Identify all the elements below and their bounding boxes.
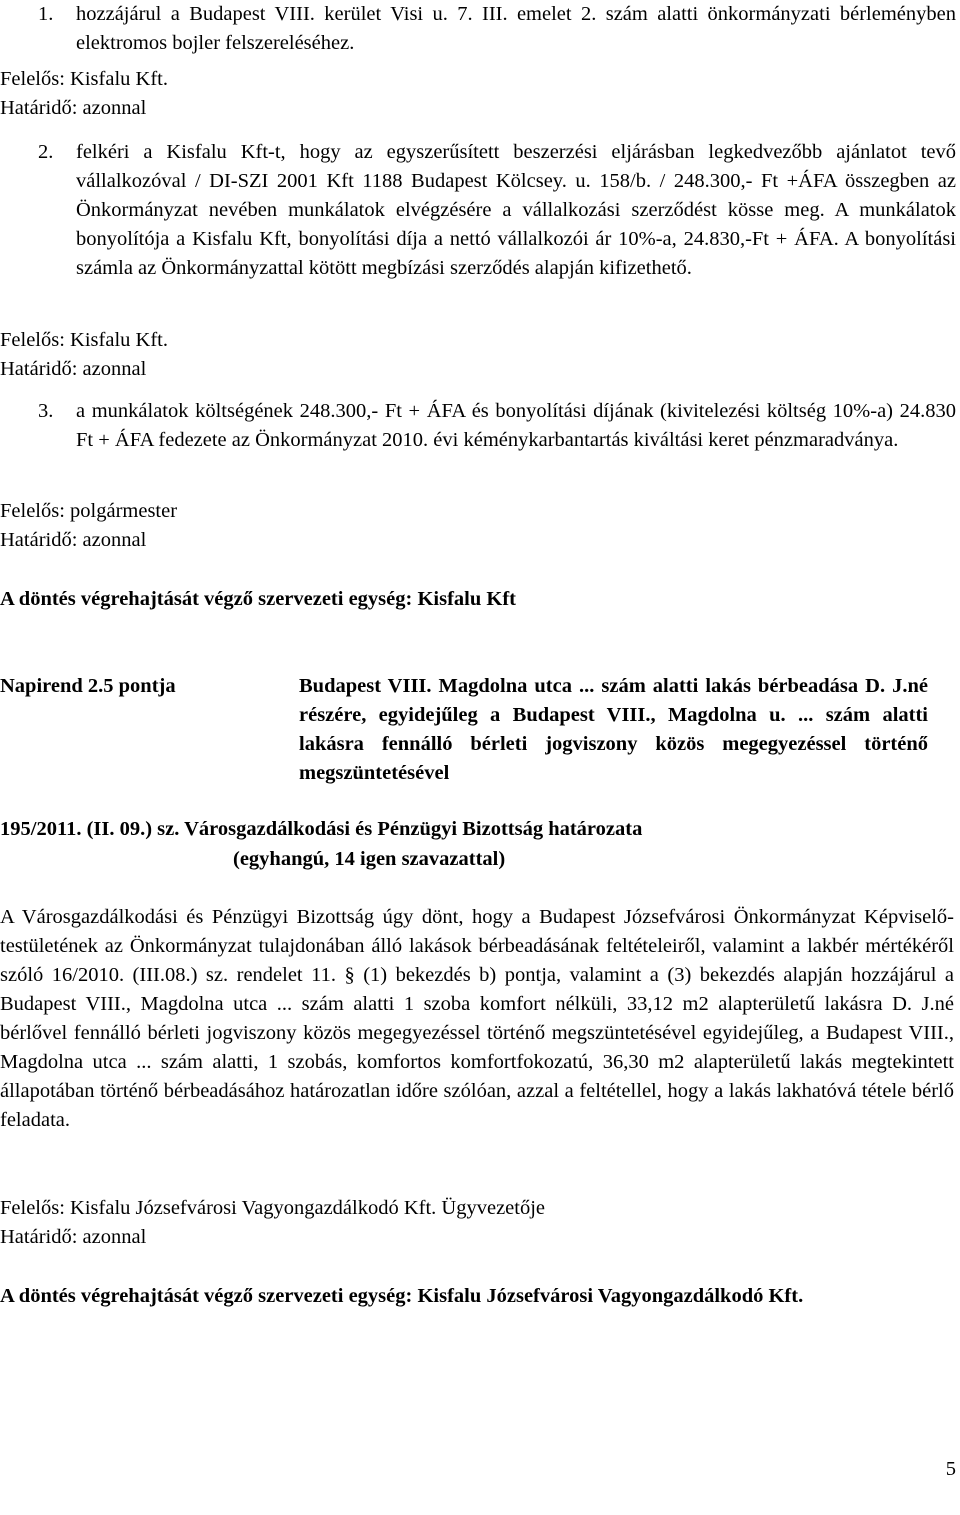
resolution-item-2 (0, 138, 956, 283)
executor-line: A döntés végrehajtását végző szervezeti egység: Kisfalu Kft (0, 588, 516, 610)
responsible-line: Felelős: Kisfalu Kft. (0, 68, 168, 90)
item-text: felkéri a Kisfalu Kft-t, hogy az egyszerűsített beszerzési eljárásban legkedvezőbb ajánlatot tevő vállalkozóval / DI-SZI 2001 Kft 1188 Budapest Kölcsey. u. 158/b. / 248.300,- Ft +ÁFA összegben az Önkormányzat nevében munkálatok elvégzésére a vállalkozási szerződést kösse meg. A munkálatok bonyolítója a Kisfalu Kft, bonyolítási díja a nettó vállalkozói ár 10%-a, 24.830,-Ft + ÁFA. A bonyolítási számla az Önkormányzattal kötött megbízási szerződés alapján kifizethető. (76, 141, 956, 279)
item-number: 1. (38, 3, 54, 25)
deadline-line: Határidő: azonnal (0, 1226, 147, 1248)
responsible-line: Felelős: Kisfalu Kft. (0, 329, 168, 351)
resolution-vote: (egyhangú, 14 igen szavazattal) (233, 848, 506, 870)
agenda-block (0, 672, 960, 788)
item-text: hozzájárul a Budapest VIII. kerület Visi u. 7. III. emelet 2. szám alatti önkormányzati bérleményben elektromos bojler felszereléséhez. (76, 3, 956, 54)
resolution-title: 195/2011. (II. 09.) sz. Városgazdálkodási és Pénzügyi Bizottság határozata (0, 818, 643, 840)
responsible-line: Felelős: Kisfalu Józsefvárosi Vagyongazdálkodó Kft. Ügyvezetője (0, 1197, 546, 1219)
item-number: 2. (38, 141, 54, 163)
agenda-label: Napirend 2.5 pontja (0, 675, 176, 697)
resolution-item-3 (0, 397, 956, 455)
item-text: a munkálatok költségének 248.300,- Ft + ÁFA és bonyolítási díjának (kivitelezési költség 10%-a) 24.830 Ft + ÁFA fedezete az Önkormányzat 2010. évi kéménykarbantartás kiváltási keret pénzmaradványa. (76, 400, 956, 451)
deadline-line: Határidő: azonnal (0, 97, 147, 119)
executor-line: A döntés végrehajtását végző szervezeti egység: Kisfalu Józsefvárosi Vagyongazdálkodó Kft. (0, 1285, 804, 1307)
resolution-item-1 (0, 0, 956, 58)
deadline-line: Határidő: azonnal (0, 358, 147, 380)
item-number: 3. (38, 400, 54, 422)
page-number: 5 (945, 1458, 956, 1480)
resolution-body: A Városgazdálkodási és Pénzügyi Bizottság úgy dönt, hogy a Budapest Józsefvárosi Önkormányzat Képviselő-testületének az Önkormányzat tulajdonában álló lakások bérbeadásának feltételeiről, valamint a lakbér mértékéről szóló 16/2010. (III.08.) sz. rendelet 11. § (1) bekezdés b) pontja, valamint a (3) bekezdés alapján hozzájárul a Budapest VIII., Magdolna utca ... szám alatti 1 szoba komfort nélküli, 33,12 m2 alapterületű lakásra D. J.né bérlővel fennálló bérleti jogviszony közös megegyezéssel történő megszüntetésével egyidejűleg, a Budapest VIII., Magdolna utca ... szám alatti, 1 szobás, komfortos komfortfokozatú, 36,30 m2 alapterületű lakás megtekintett állapotában történő bérbeadásához határozatlan időre szólóan, azzal a feltétellel, hogy a lakás lakhatóvá tétele bérlő feladata. (0, 906, 954, 1131)
deadline-line: Határidő: azonnal (0, 529, 147, 551)
agenda-title: Budapest VIII. Magdolna utca ... szám alatti lakás bérbeadása D. J.né részére, egyidejűleg a Budapest VIII., Magdolna u. ... szám alatti lakásra fennálló bérleti jogviszony közös megegyezéssel történő megszüntetésével (299, 675, 928, 784)
responsible-line: Felelős: polgármester (0, 500, 178, 522)
